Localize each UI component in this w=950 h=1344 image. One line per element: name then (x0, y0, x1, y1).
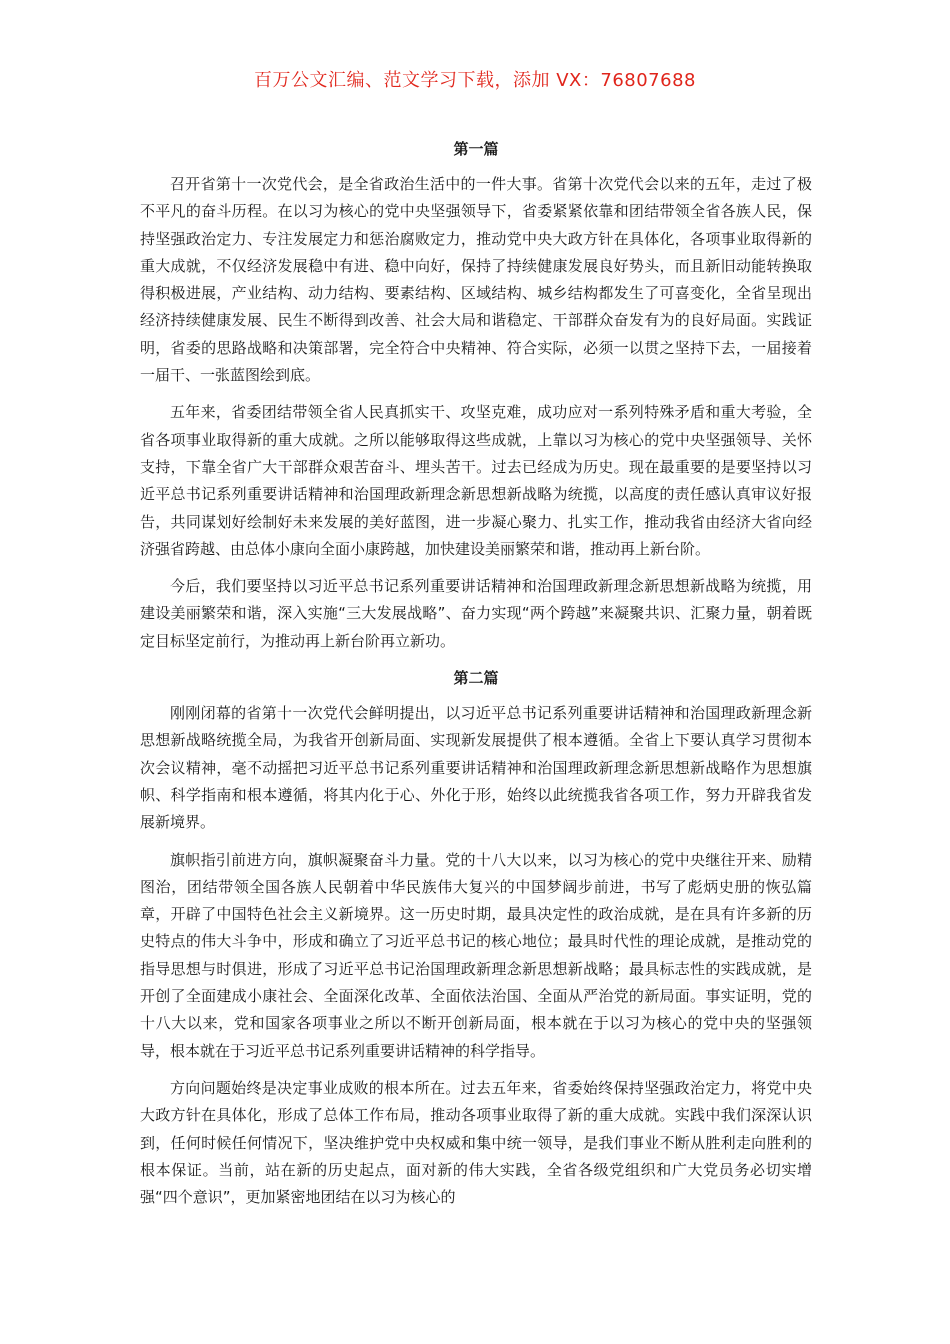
paragraph: 刚刚闭幕的省第十一次党代会鲜明提出，以习近平总书记系列重要讲话精神和治国理政新理念新思想新战略统揽全局，为我省开创新局面、实现新发展提供了根本遵循。全省上下要认真学习贯彻本次会议精神，毫不动摇把习近平总书记系列重要讲话精神和治国理政新理念新思想新战略作为思想旗帜、科学指南和根本遵循，将其内化于心、外化于形，始终以此统揽我省各项工作，努力开辟我省发展新境界。 (140, 704, 812, 832)
section-title-2: 第二篇 (453, 669, 499, 688)
paragraph: 今后，我们要坚持以习近平总书记系列重要讲话精神和治国理政新理念新思想新战略为统揽，用建设美丽繁荣和谐，深入实施“三大发展战略”、奋力实现“两个跨越”来凝聚共识、汇聚力量，朝着既定目标坚定前行，为推动再上新台阶再立新功。 (140, 577, 812, 650)
paragraph: 五年来，省委团结带领全省人民真抓实干、攻坚克难，成功应对一系列特殊矛盾和重大考验，全省各项事业取得新的重大成就。之所以能够取得这些成就，上靠以习为核心的党中央坚强领导、关怀支持，下靠全省广大干部群众艰苦奋斗、埋头苦干。过去已经成为历史。现在最重要的是要坚持以习近平总书记系列重要讲话精神和治国理政新理念新思想新战略为统揽，以高度的责任感认真审议好报告，共同谋划好绘制好未来发展的美好蓝图，进一步凝心聚力、扎实工作，推动我省由经济大省向经济强省跨越、由总体小康向全面小康跨越，加快建设美丽繁荣和谐，推动再上新台阶。 (140, 403, 812, 558)
paragraph: 方向问题始终是决定事业成败的根本所在。过去五年来，省委始终保持坚强政治定力，将党中央大政方针在具体化，形成了总体工作布局，推动各项事业取得了新的重大成就。实践中我们深深认识到，任何时候任何情况下，坚决维护党中央权威和集中统一领导，是我们事业不断从胜利走向胜利的根本保证。当前，站在新的历史起点，面对新的伟大实践，全省各级党组织和广大党员务必切实增强“四个意识”，更加紧密地团结在以习为核心的 (140, 1078, 812, 1207)
document-body (140, 136, 812, 1221)
watermark-banner: 百万公文汇编、范文学习下载，添加 VX：76807688 (254, 70, 696, 91)
paragraph: 召开省第十一次党代会，是全省政治生活中的一件大事。省第十次党代会以来的五年，走过了极不平凡的奋斗历程。在以习为核心的党中央坚强领导下，省委紧紧依靠和团结带领全省各族人民，保持坚强政治定力、专注发展定力和惩治腐败定力，推动党中央大政方针在具体化，各项事业取得新的重大成就，不仅经济发展稳中有进、稳中向好，保持了持续健康发展良好势头，而且新旧动能转换取得积极进展，产业结构、动力结构、要素结构、区域结构、城乡结构都发生了可喜变化，全省呈现出经济持续健康发展、民生不断得到改善、社会大局和谐稳定、干部群众奋发有为的良好局面。实践证明，省委的思路战略和决策部署，完全符合中央精神、符合实际，必须一以贯之坚持下去，一届接着一届干、一张蓝图绘到底。 (140, 175, 812, 385)
section-title-1: 第一篇 (453, 140, 499, 158)
paragraph: 旗帜指引前进方向，旗帜凝聚奋斗力量。党的十八大以来，以习为核心的党中央继往开来、励精图治，团结带领全国各族人民朝着中华民族伟大复兴的中国梦阔步前进，书写了彪炳史册的恢弘篇章，开辟了中国特色社会主义新境界。这一历史时期，最具决定性的政治成就，是在具有许多新的历史特点的伟大斗争中，形成和确立了习近平总书记的核心地位；最具时代性的理论成就，是推动党的指导思想与时俱进，形成了习近平总书记治国理政新理念新思想新战略；最具标志性的实践成就，是开创了全面建成小康社会、全面深化改革、全面依法治国、全面从严治党的新局面。事实证明，党的十八大以来，党和国家各项事业之所以不断开创新局面，根本就在于以习为核心的党中央的坚强领导，根本就在于习近平总书记系列重要讲话精神的科学指导。 (140, 850, 812, 1060)
